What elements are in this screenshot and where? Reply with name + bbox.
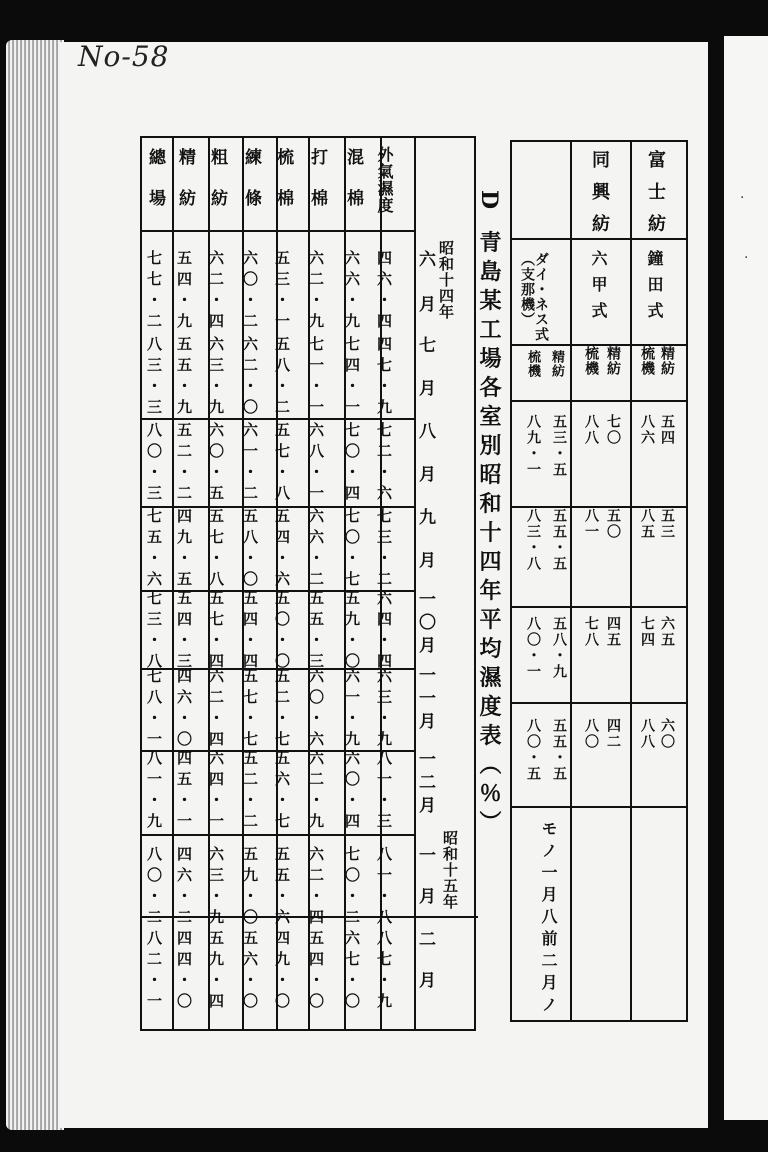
humidity-value: 七三・二 (375, 508, 393, 592)
humidity-value: 五八・二 (273, 336, 291, 420)
humidity-value: 五二・二 (175, 422, 193, 506)
humidity-value: 六一・九 (343, 668, 361, 752)
row-label-roving: 粗紡 (207, 148, 227, 230)
method-value: 四五 (605, 616, 621, 648)
humidity-value: 五五・九 (175, 336, 193, 420)
humidity-value: 八二・一 (145, 930, 163, 1014)
humidity-value: 五二・二 (241, 750, 259, 834)
month-12: 一二月 (415, 750, 435, 819)
humidity-value: 六六・九 (343, 250, 361, 334)
method-value: 八〇・一 (525, 616, 541, 680)
humidity-value: 七三・八 (145, 590, 163, 674)
humidity-value: 五七・七 (241, 668, 259, 752)
book-page-edges (6, 40, 64, 1130)
adjacent-page (724, 36, 768, 1120)
month-2: 二月 (415, 930, 435, 1012)
humidity-value: 七四・一 (343, 336, 361, 420)
method-value: 七八 (583, 616, 599, 648)
side-mark: · (744, 250, 749, 266)
method-value: 六〇 (659, 718, 675, 750)
humidity-value: 六二・四 (307, 846, 325, 930)
method-dainess: ダイ・ネス式（支那機） (519, 252, 549, 342)
humidity-value: 五二・七 (273, 668, 291, 752)
row-label-total: 總場 (145, 148, 165, 230)
method-value: 八五 (639, 508, 655, 540)
method-value: 五四 (659, 414, 675, 446)
humidity-value: 四九・五 (175, 508, 193, 592)
humidity-value: 六三・九 (207, 336, 225, 420)
humidity-value: 七七・二 (145, 250, 163, 334)
method-value: 五五・五 (551, 508, 567, 572)
humidity-value: 五〇・〇 (273, 590, 291, 674)
right-note: モノ一月八前二月ノ (539, 820, 558, 1018)
method-value: 七四 (639, 616, 655, 648)
humidity-value: 六〇・六 (307, 668, 325, 752)
method-value: 五三 (659, 508, 675, 540)
humidity-value: 五九・四 (207, 930, 225, 1014)
method-value: 五五・五 (551, 718, 567, 782)
humidity-value: 五九・〇 (241, 846, 259, 930)
humidity-value: 六七・〇 (343, 930, 361, 1014)
humidity-value: 六三・九 (375, 668, 393, 752)
humidity-value: 八七・九 (375, 930, 393, 1014)
method-value: 五〇 (605, 508, 621, 540)
method-value: 八〇 (583, 718, 599, 750)
subhdr-dokou-spinning: 精紡 (605, 346, 621, 376)
humidity-value: 六二・〇 (241, 336, 259, 420)
humidity-value: 八一・九 (145, 750, 163, 834)
humidity-value: 五四・〇 (307, 930, 325, 1014)
humidity-value: 六二・四 (207, 668, 225, 752)
humidity-value: 八一・三 (375, 750, 393, 834)
row-label-opening: 打棉 (307, 148, 327, 230)
humidity-value: 六二・四 (207, 250, 225, 334)
row-label-spinning: 精紡 (175, 148, 195, 230)
subhdr-fuji-card: 梳機 (639, 346, 655, 376)
row-label-mixing: 混棉 (343, 148, 363, 230)
humidity-value: 五四・六 (273, 508, 291, 592)
humidity-value: 五七・八 (207, 508, 225, 592)
method-value: 四二 (605, 718, 621, 750)
method-value: 八六 (639, 414, 655, 446)
method-rokko: 六甲式 (589, 250, 608, 328)
year-label-showa-15: 昭和十五年 (441, 830, 459, 910)
method-value: 八八 (583, 414, 599, 446)
humidity-value: 六六・二 (307, 508, 325, 592)
humidity-value: 五三・一 (273, 250, 291, 334)
humidity-value: 五七・八 (273, 422, 291, 506)
month-1: 一月 (415, 846, 435, 928)
humidity-value: 七〇・二 (343, 846, 361, 930)
humidity-value: 四六・二 (175, 846, 193, 930)
humidity-value: 五七・四 (207, 590, 225, 674)
humidity-value: 四九・〇 (273, 930, 291, 1014)
month-11: 一一月 (415, 666, 435, 735)
subhdr-fuji-spinning: 精紡 (659, 346, 675, 376)
humidity-value: 五八・〇 (241, 508, 259, 592)
method-value: 五三・五 (551, 414, 567, 478)
humidity-value: 四四・〇 (175, 930, 193, 1014)
method-value: 八〇・五 (525, 718, 541, 782)
humidity-value: 六八・一 (307, 422, 325, 506)
humidity-value: 七五・六 (145, 508, 163, 592)
humidity-value: 七〇・七 (343, 508, 361, 592)
humidity-value: 六四・一 (207, 750, 225, 834)
method-value: 八九・一 (525, 414, 541, 478)
humidity-value: 六〇・四 (343, 750, 361, 834)
humidity-value: 七二・六 (375, 422, 393, 506)
method-value: 五八・九 (551, 616, 567, 680)
humidity-value: 六三・九 (207, 846, 225, 930)
method-kaneda: 鐘田式 (645, 250, 664, 328)
humidity-value: 八一・八 (375, 846, 393, 930)
humidity-value: 五六・〇 (241, 930, 259, 1014)
humidity-value: 六一・二 (241, 422, 259, 506)
month-9: 九月 (415, 508, 435, 594)
humidity-value: 五四・四 (241, 590, 259, 674)
humidity-value: 五四・三 (175, 590, 193, 674)
humidity-value: 六〇・五 (207, 422, 225, 506)
method-value: 八三・八 (525, 508, 541, 572)
humidity-value: 八〇・二 (145, 846, 163, 930)
humidity-value: 五四・九 (175, 250, 193, 334)
row-label-outdoor-humidity: 外氣濕度 (375, 146, 394, 214)
humidity-value: 五五・三 (307, 590, 325, 674)
humidity-value: 八三・三 (145, 336, 163, 420)
handwritten-note: No-58 (78, 40, 170, 73)
year-label-showa-14: 昭和十四年 (437, 240, 455, 320)
month-8: 八月 (415, 422, 435, 508)
humidity-value: 六二・九 (307, 750, 325, 834)
table-title: D 青島某工場各室別昭和十四年平均濕度表（％） (476, 190, 502, 840)
factory-dokou: 同興紡 (589, 150, 610, 246)
humidity-value: 四六・四 (375, 250, 393, 334)
humidity-value: 四五・一 (175, 750, 193, 834)
row-label-carding: 梳棉 (273, 148, 293, 230)
subhdr-dainess-spinning: 精紡 (549, 350, 564, 378)
humidity-value: 五六・七 (273, 750, 291, 834)
method-value: 七〇 (605, 414, 621, 446)
month-10: 一〇月 (415, 590, 435, 659)
humidity-value: 七八・一 (145, 668, 163, 752)
humidity-value: 七一・一 (307, 336, 325, 420)
method-value: 六五 (659, 616, 675, 648)
method-value: 八八 (639, 718, 655, 750)
method-value: 八一 (583, 508, 599, 540)
humidity-value: 六〇・二 (241, 250, 259, 334)
humidity-value: 八〇・三 (145, 422, 163, 506)
month-6: 六月 (415, 250, 435, 340)
humidity-value: 五五・六 (273, 846, 291, 930)
humidity-value: 四六・〇 (175, 668, 193, 752)
side-mark: · (740, 190, 745, 206)
humidity-value: 五九・〇 (343, 590, 361, 674)
humidity-value: 四七・九 (375, 336, 393, 420)
humidity-value: 七〇・四 (343, 422, 361, 506)
humidity-value: 六四・四 (375, 590, 393, 674)
humidity-value: 六二・九 (307, 250, 325, 334)
month-7: 七月 (415, 336, 435, 422)
row-label-drawing: 練條 (241, 148, 261, 230)
subhdr-dokou-card: 梳機 (583, 346, 599, 376)
factory-fuji: 富士紡 (645, 150, 666, 246)
subhdr-dainess-card: 梳機 (525, 350, 540, 378)
